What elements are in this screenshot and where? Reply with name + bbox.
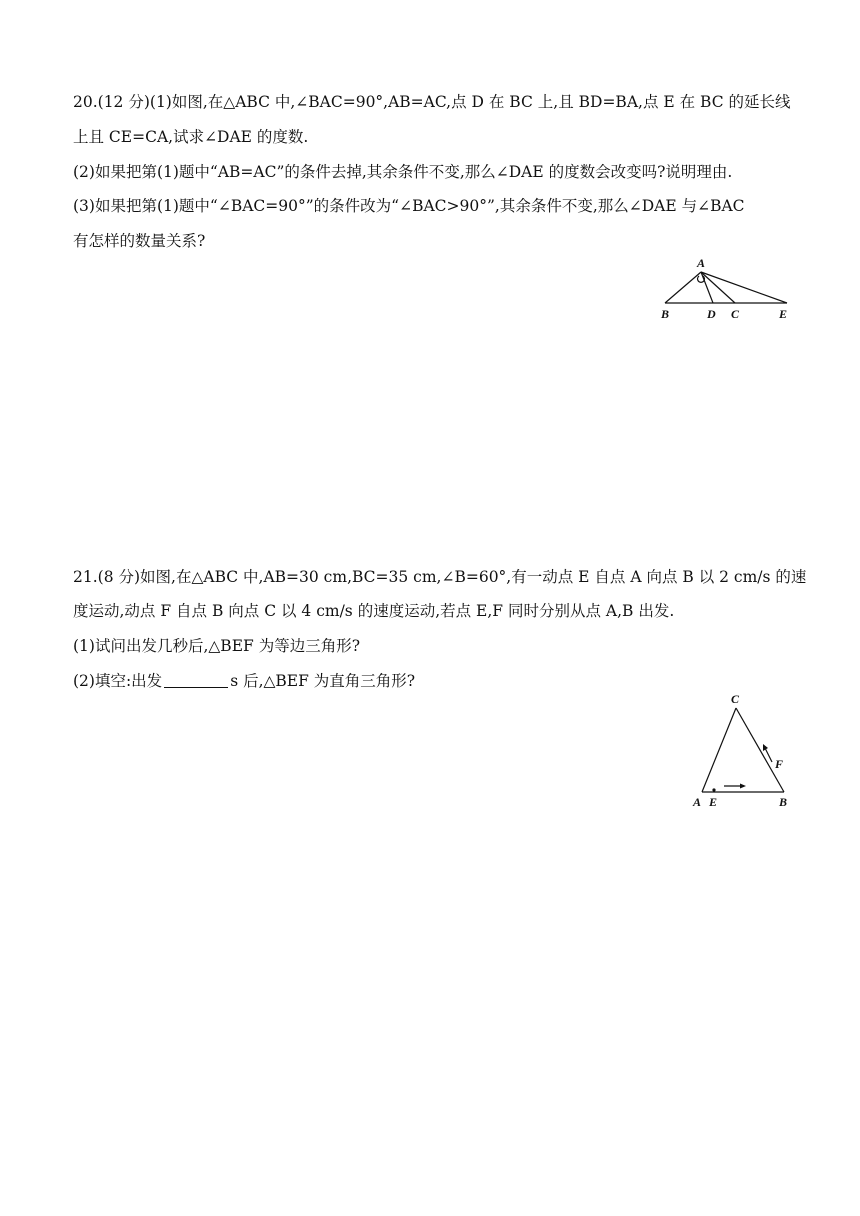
- q20-line-2: 上且 CE=CA,试求∠DAE 的度数.: [73, 128, 309, 146]
- q21-line-4: [73, 671, 415, 691]
- q20-line-4: (3)如果把第(1)题中“∠BAC=90°”的条件改为“∠BAC>90°”,其余条件不变,那么∠DAE 与∠BAC: [73, 197, 745, 215]
- label-d: D: [707, 307, 716, 321]
- label-e: E: [779, 307, 788, 321]
- q21-line-3: (1)试问出发几秒后,△BEF 为等边三角形?: [73, 637, 361, 655]
- label-e: E: [709, 795, 718, 809]
- q20-line-5: 有怎样的数量关系?: [73, 232, 206, 250]
- q21-line-2: 度运动,动点 F 自点 B 向点 C 以 4 cm/s 的速度运动,若点 E,F 同时分别从点 A,B 出发.: [73, 602, 675, 620]
- q20-line-1: 20.(12 分)(1)如图,在△ABC 中,∠BAC=90°,AB=AC,点 D 在 BC 上,且 BD=BA,点 E 在 BC 的延长线: [73, 93, 791, 111]
- label-a: A: [693, 795, 702, 809]
- segment-ac: [701, 272, 735, 303]
- segment-ae: [701, 272, 787, 303]
- arrow-e-head: [740, 784, 746, 789]
- q20-figure: [655, 255, 795, 325]
- segment-bc: [736, 708, 784, 792]
- q21-figure: [688, 690, 798, 810]
- point-e: [712, 788, 715, 791]
- q21-line-1: 21.(8 分)如图,在△ABC 中,AB=30 cm,BC=35 cm,∠B=60°,有一动点 E 自点 A 向点 B 以 2 cm/s 的速: [73, 568, 807, 586]
- label-b: B: [779, 795, 788, 809]
- q21-line-4-prefix: (2)填空:出发: [73, 672, 163, 690]
- q21-line-4-suffix: s 后,△BEF 为直角三角形?: [230, 672, 416, 690]
- label-a: A: [697, 256, 706, 270]
- label-b: B: [661, 307, 670, 321]
- q20-line-3: (2)如果把第(1)题中“AB=AC”的条件去掉,其余条件不变,那么∠DAE 的度数会改变吗?说明理由.: [73, 163, 733, 181]
- label-c: C: [731, 692, 740, 706]
- segment-ab: [665, 272, 701, 303]
- segment-ac: [702, 708, 736, 792]
- label-c: C: [731, 307, 740, 321]
- segment-ad: [701, 272, 713, 303]
- answer-blank[interactable]: [164, 673, 228, 688]
- label-f: F: [775, 757, 784, 771]
